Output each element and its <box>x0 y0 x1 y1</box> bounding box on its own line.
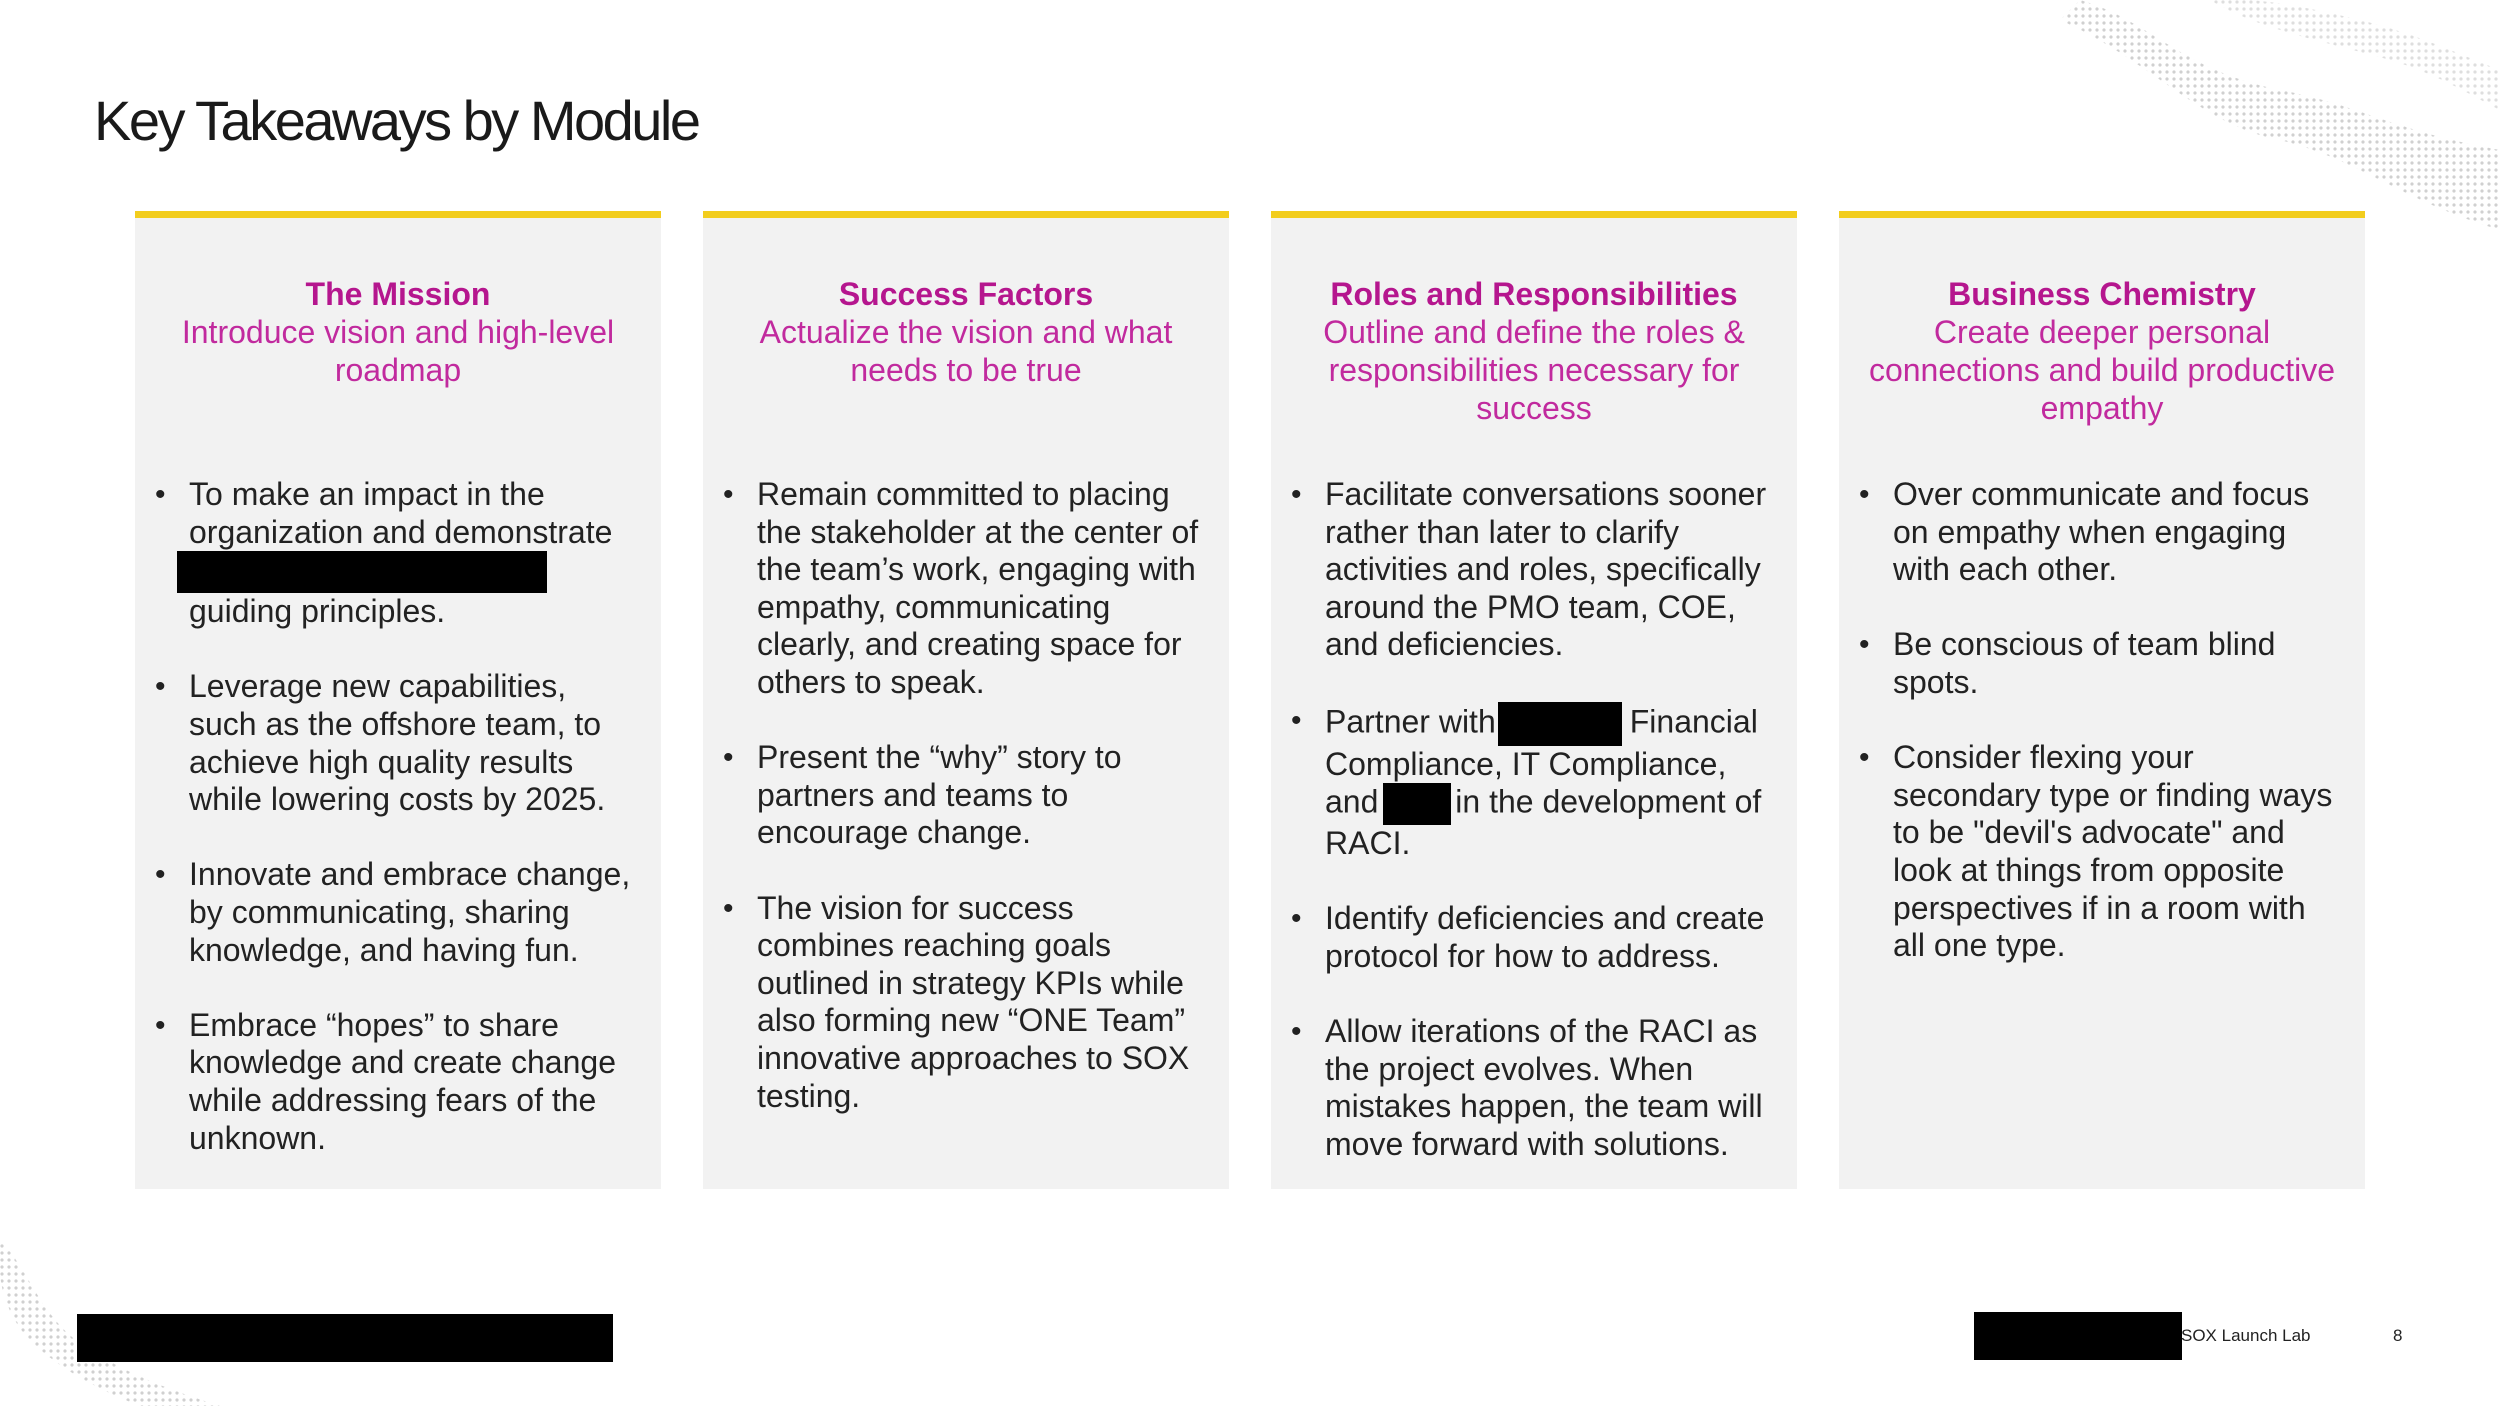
page-title: Key Takeaways by Module <box>94 89 699 152</box>
bullet-item <box>153 668 637 818</box>
bullet-text: Remain committed to placing the stakeholder at the center of the team’s work, engaging with empathy, communicating clearly, and creating space for others to speak. <box>757 476 1199 700</box>
bullet-item <box>1857 626 2341 701</box>
bullet-list <box>1839 476 2365 965</box>
bullet-item <box>1857 739 2341 965</box>
card-header <box>1271 218 1797 476</box>
redaction-bar <box>1383 783 1451 825</box>
bullet-item <box>153 476 637 631</box>
bullet-list <box>1271 476 1797 1164</box>
bullet-item <box>721 476 1205 702</box>
bullet-text: Financial Compliance, IT Compliance, and <box>1325 703 1758 820</box>
card-roles-and-responsibilities <box>1271 211 1797 1189</box>
bullet-text: Partner with <box>1325 703 1496 740</box>
card-title: Success Factors <box>838 276 1094 312</box>
card-subtitle: Introduce vision and high-level roadmap <box>181 314 615 388</box>
card-success-factors <box>703 211 1229 1189</box>
card-business-chemistry <box>1839 211 2365 1189</box>
redaction-bar <box>1498 702 1622 746</box>
bullet-text: Consider flexing your secondary type or finding ways to be "devil's advocate" and look at things from opposite perspectives if in a room with all one type. <box>1893 739 2333 964</box>
bullet-text: guiding principles. <box>189 593 446 630</box>
bullet-item <box>1289 900 1773 975</box>
bullet-text: Identify deficiencies and create protocol for how to address. <box>1325 900 1765 974</box>
module-cards <box>135 211 2365 1191</box>
card-subtitle: Create deeper personal connections and build productive empathy <box>1868 314 2336 426</box>
footer-label: SOX Launch Lab <box>2181 1326 2311 1345</box>
card-title: Roles and Responsibilities <box>1330 276 1738 312</box>
card-header <box>135 218 661 476</box>
bullet-item <box>1857 476 2341 589</box>
bullet-item <box>1289 702 1773 863</box>
redaction-bar <box>177 551 547 593</box>
card-title: The Mission <box>305 276 491 312</box>
bullet-text: Facilitate conversations sooner rather than later to clarify activities and roles, specifically around the PMO team, COE, and deficiencies. <box>1325 476 1767 663</box>
card-header <box>703 218 1229 476</box>
bullet-item <box>153 856 637 969</box>
bullet-text: The vision for success combines reaching goals outlined in strategy KPIs while also forming new “ONE Team” innovative approaches to SOX testing. <box>757 889 1190 1114</box>
bullet-text: Be conscious of team blind spots. <box>1893 626 2276 700</box>
footer-redaction-left <box>77 1314 613 1362</box>
bullet-text: Over communicate and focus on empathy when engaging with each other. <box>1893 476 2310 588</box>
page-number: 8 <box>2393 1326 2403 1345</box>
card-the-mission <box>135 211 661 1189</box>
bullet-text: Present the “why” story to partners and teams to encourage change. <box>757 739 1122 851</box>
card-header <box>1839 218 2365 476</box>
card-title: Business Chemistry <box>1948 276 2256 312</box>
bullet-item <box>1289 476 1773 664</box>
bullet-item <box>1289 1013 1773 1163</box>
bullet-text: Embrace “hopes” to share knowledge and create change while addressing fears of the unknown. <box>189 1006 616 1156</box>
bullet-item <box>721 739 1205 852</box>
footer-redaction-right <box>1974 1312 2182 1360</box>
bullet-text: Innovate and embrace change, by communicating, sharing knowledge, and having fun. <box>189 856 631 968</box>
card-subtitle: Outline and define the roles & responsibilities necessary for success <box>1323 314 1745 426</box>
bullet-item <box>153 1007 637 1157</box>
card-subtitle: Actualize the vision and what needs to be true <box>759 314 1173 388</box>
bullet-text: Leverage new capabilities, such as the offshore team, to achieve high quality results while lowering costs by 2025. <box>189 668 606 818</box>
bullet-item <box>721 890 1205 1116</box>
bullet-text: To make an impact in the organization and demonstrate <box>189 476 613 550</box>
bullet-list <box>135 476 661 1157</box>
bullet-text: Allow iterations of the RACI as the project evolves. When mistakes happen, the team will move forward with solutions. <box>1325 1013 1763 1162</box>
bullet-list <box>703 476 1229 1115</box>
bullet-text: in the development of RACI. <box>1325 783 1762 862</box>
